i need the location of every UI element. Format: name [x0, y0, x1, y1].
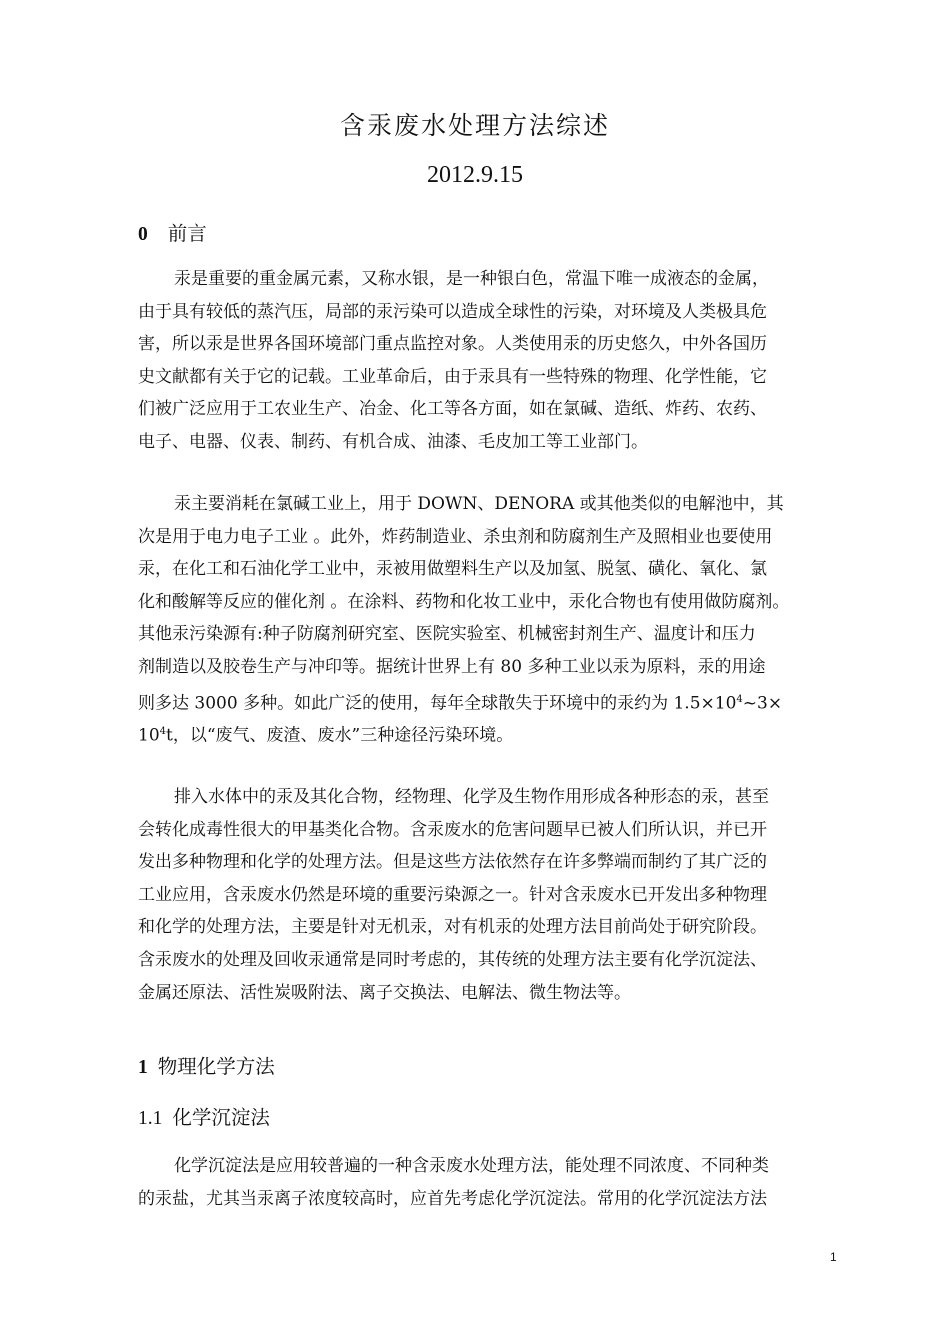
superscript: 4: [159, 726, 167, 738]
text-line: 害，所以汞是世界各国环境部门重点监控对象。人类使用汞的历史悠久，中外各国历: [138, 334, 767, 355]
section-title: 物理化学方法: [157, 1055, 275, 1078]
text-line: 电子、电器、仪表、制药、有机合成、油漆、毛皮加工等工业部门。: [138, 431, 648, 452]
paragraph-treatment-overview: [138, 781, 838, 1009]
section-heading-0: [138, 218, 207, 251]
section-number: 1: [138, 1057, 148, 1078]
text-line: 化学沉淀法是应用较普遍的一种含汞废水处理方法，能处理不同浓度、不同种类: [174, 1156, 769, 1176]
text-line: 含汞废水的处理及回收汞通常是同时考虑的，其传统的处理方法主要有化学沉淀法、: [138, 949, 767, 970]
superscript: 4: [736, 693, 743, 705]
text-line: 由于具有较低的蒸汽压，局部的汞污染可以造成全球性的污染，对环境及人类极具危: [138, 301, 767, 322]
section-heading-1: [138, 1051, 275, 1084]
document-title: 含汞废水处理方法综述: [339, 111, 610, 140]
text-line: 发出多种物理和化学的处理方法。但是这些方法依然存在许多弊端而制约了其广泛的: [138, 852, 767, 873]
text-line: 化和酸解等反应的催化剂 。在涂料、药物和化妆工业中，汞化合物也有使用做防腐剂。: [138, 591, 790, 612]
text-line: 史文献都有关于它的记载。工业革命后，由于汞具有一些特殊的物理、化学性能，它: [138, 366, 767, 387]
text-fragment: 10: [138, 725, 160, 746]
text-line: 汞主要消耗在氯碱工业上，用于 DOWN、DENORA 或其他类似的电解池中，其: [174, 494, 784, 514]
section-number: 1.1: [138, 1108, 163, 1129]
text-line: 汞是重要的重金属元素，又称水银，是一种银白色，常温下唯一成液态的金属，: [174, 269, 769, 289]
text-line: 剂制造以及胶卷生产与冲印等。据统计世界上有 80 多种工业以汞为原料，汞的用途: [138, 656, 766, 677]
text-line: 的汞盐，尤其当汞离子浓度较高时，应首先考虑化学沉淀法。常用的化学沉淀法方法: [138, 1188, 767, 1209]
text-fragment: t，以“废气、废渣、废水”三种途径污染环境。: [166, 725, 514, 746]
section-number: 0: [138, 224, 148, 245]
text-line: 们被广泛应用于工农业生产、冶金、化工等各方面，如在氯碱、造纸、炸药、农药、: [138, 399, 767, 420]
text-line: 其他汞污染源有:种子防腐剂研究室、医院实验室、机械密封剂生产、温度计和压力: [138, 624, 756, 645]
document-date: 2012.9.15: [427, 162, 523, 188]
section-heading-1-1: [138, 1102, 270, 1135]
text-line: [138, 716, 838, 749]
text-line: 排入水体中的汞及其化合物，经物理、化学及生物作用形成各种形态的汞，甚至: [174, 787, 769, 807]
text-line: 汞，在化工和石油化学工业中，汞被用做塑料生产以及加氢、脱氢、磺化、氧化、氯: [138, 559, 767, 580]
text-fragment: ~3×: [742, 693, 783, 714]
text-line: 金属还原法、活性炭吸附法、离子交换法、电解法、微生物法等。: [138, 982, 631, 1003]
text-line: [138, 684, 838, 717]
paragraph-intro: [138, 263, 838, 459]
text-line: 次是用于电力电子工业 。此外，炸药制造业、杀虫剂和防腐剂生产及照相业也要使用: [138, 526, 773, 547]
section-title: 化学沉淀法: [172, 1106, 270, 1129]
paragraph-mercury-use: [138, 488, 838, 749]
page-number: 1: [830, 1250, 837, 1264]
section-title: 前言: [167, 222, 207, 245]
text-line: 工业应用，含汞废水仍然是环境的重要污染源之一。针对含汞废水已开发出多种物理: [138, 884, 767, 905]
paragraph-chemical-precipitation: [138, 1150, 838, 1215]
text-line: 和化学的处理方法，主要是针对无机汞，对有机汞的处理方法目前尚处于研究阶段。: [138, 917, 767, 938]
text-line: 会转化成毒性很大的甲基类化合物。含汞废水的危害问题早已被人们所认识，并已开: [138, 819, 767, 840]
text-fragment: 则多达 3000 多种。如此广泛的使用，每年全球散失于环境中的汞约为 1.5×10: [138, 693, 737, 714]
